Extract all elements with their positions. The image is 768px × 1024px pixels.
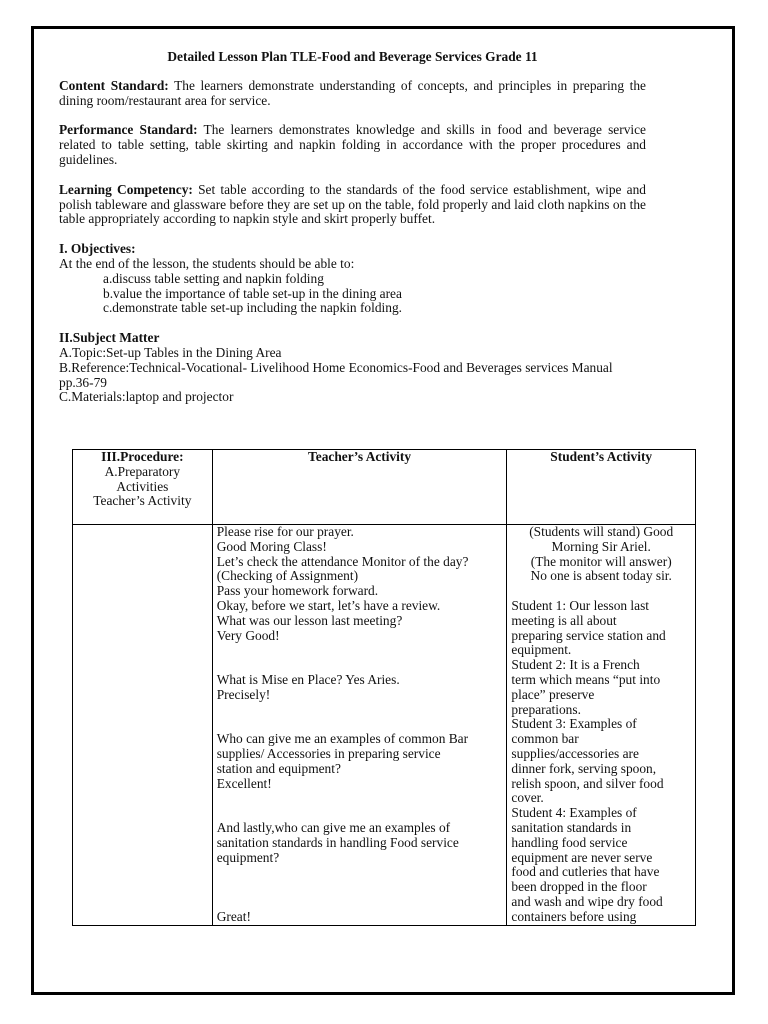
- student-line: relish spoon, and silver food: [511, 775, 664, 791]
- teacher-line: Good Moring Class!: [216, 538, 327, 554]
- teacher-line: Great!: [216, 908, 251, 924]
- objective-item: a.discuss table setting and napkin folding: [103, 270, 324, 286]
- table-header-row: [73, 450, 696, 525]
- teacher-line: station and equipment?: [216, 760, 341, 776]
- content-standard-label: Content Standard:: [59, 77, 169, 93]
- procedure-sub3: Teacher’s Activity: [93, 493, 192, 509]
- student-line: containers before using: [511, 908, 637, 924]
- teacher-line: [217, 643, 503, 658]
- student-line: No one is absent today sir.: [530, 568, 672, 584]
- student-line: common bar: [511, 731, 579, 747]
- objectives-intro: At the end of the lesson, the students should be able to:: [59, 255, 355, 271]
- performance-standard-text: The learners demonstrates knowledge and skills in food and beverage service related to table setting, table skirting and napkin folding in accordance with the proper procedures and guidelines.: [59, 122, 646, 167]
- teacher-line: [217, 895, 503, 910]
- student-line: Student 1: Our lesson last: [511, 597, 650, 613]
- learning-competency: [59, 183, 646, 227]
- teacher-line: What is Mise en Place? Yes Aries.: [216, 671, 400, 687]
- performance-standard: [59, 123, 646, 167]
- teacher-line: [217, 658, 503, 673]
- content-standard: [59, 79, 646, 109]
- procedure-header-cell: [73, 450, 213, 525]
- teacher-activity-cell: [212, 525, 507, 926]
- student-activity-cell: [507, 525, 696, 926]
- objectives-heading: I. Objectives:: [59, 241, 136, 257]
- document-body: [59, 50, 646, 405]
- spacer: [511, 584, 691, 599]
- student-line: been dropped in the floor: [511, 879, 647, 895]
- teacher-line: [217, 791, 503, 806]
- student-line: sanitation standards in: [511, 819, 632, 835]
- learning-competency-label: Learning Competency:: [59, 181, 193, 197]
- teacher-activity-header: [212, 450, 507, 525]
- procedure-sub2: Activities: [116, 478, 169, 494]
- student-line: (The monitor will answer): [530, 553, 672, 569]
- teacher-line: Okay, before we start, let’s have a review.: [216, 597, 441, 613]
- student-line: Student 3: Examples of: [511, 716, 637, 732]
- teacher-line: What was our lesson last meeting?: [216, 612, 403, 628]
- teacher-line: Please rise for our prayer.: [216, 524, 354, 539]
- student-activity-header: [507, 450, 696, 525]
- procedure-sub1: A.Preparatory: [104, 463, 181, 479]
- teacher-line: [217, 806, 503, 821]
- teacher-line: equipment?: [216, 849, 280, 865]
- student-line: Student 4: Examples of: [511, 805, 637, 821]
- document-title: Detailed Lesson Plan TLE-Food and Beverage Services Grade 11: [167, 49, 538, 64]
- student-line: preparing service station and: [511, 627, 666, 643]
- student-line: Morning Sir Ariel.: [551, 538, 651, 554]
- student-line: supplies/accessories are: [511, 745, 639, 761]
- student-line: preparations.: [511, 701, 581, 717]
- teacher-line: Precisely!: [216, 686, 271, 702]
- student-line: equipment.: [511, 642, 572, 658]
- student-line: cover.: [511, 790, 544, 806]
- student-line: meeting is all about: [511, 612, 617, 628]
- teacher-line: [217, 717, 503, 732]
- table-row: [73, 525, 696, 926]
- teacher-line: supplies/ Accessories in preparing service: [216, 745, 441, 761]
- subject-matter-heading: II.Subject Matter: [59, 330, 160, 346]
- student-line: (Students will stand) Good: [529, 524, 674, 539]
- student-line: handling food service: [511, 834, 628, 850]
- objectives-section: [59, 242, 646, 316]
- teacher-line: Who can give me an examples of common Bar: [216, 731, 469, 747]
- teacher-line: (Checking of Assignment): [216, 568, 359, 584]
- objective-item: c.demonstrate table set-up including the napkin folding.: [103, 300, 402, 316]
- subject-matter-section: [59, 331, 646, 405]
- procedure-table: [72, 449, 696, 926]
- student-line: term which means “put into: [511, 671, 661, 687]
- teacher-line: [217, 865, 503, 880]
- student-activity-header-label: Student’s Activity: [550, 449, 653, 464]
- procedure-title: III.Procedure:: [101, 449, 184, 464]
- teacher-line: sanitation standards in handling Food service: [216, 834, 459, 850]
- subject-topic: A.Topic:Set-up Tables in the Dining Area: [59, 344, 282, 360]
- student-line: equipment are never serve: [511, 849, 653, 865]
- student-line: and wash and wipe dry food: [511, 893, 663, 909]
- teacher-line: Very Good!: [216, 627, 280, 643]
- student-line: food and cutleries that have: [511, 864, 660, 880]
- teacher-activity-header-label: Teacher’s Activity: [308, 449, 412, 464]
- student-line: dinner fork, serving spoon,: [511, 760, 657, 776]
- student-line: Student 2: It is a French: [511, 657, 640, 673]
- performance-standard-label: Performance Standard:: [59, 122, 198, 138]
- learning-competency-text: Set table according to the standards of the food service establishment, wipe and polish tableware and glassware before they are set up on the table, fold properly and laid cloth napkins on the table appropriately according to napkin style and skirt properly buffet.: [59, 181, 647, 227]
- teacher-line: [217, 703, 503, 718]
- procedure-empty-cell: [73, 525, 213, 926]
- content-standard-text: The learners demonstrate understanding of concepts, and principles in preparing the dining room/restaurant area for service.: [59, 77, 646, 108]
- subject-reference: B.Reference:Technical-Vocational- Livelihood Home Economics-Food and Beverages services Manual pp.36-79: [59, 359, 613, 390]
- teacher-line: Excellent!: [216, 775, 272, 791]
- teacher-line: Let’s check the attendance Monitor of the day?: [216, 553, 469, 569]
- student-line: place” preserve: [511, 686, 595, 702]
- subject-materials: C.Materials:laptop and projector: [59, 389, 234, 405]
- teacher-line: And lastly,who can give me an examples of: [216, 819, 451, 835]
- teacher-line: Pass your homework forward.: [216, 583, 379, 599]
- objective-item: b.value the importance of table set-up in the dining area: [103, 285, 402, 301]
- teacher-line: [217, 880, 503, 895]
